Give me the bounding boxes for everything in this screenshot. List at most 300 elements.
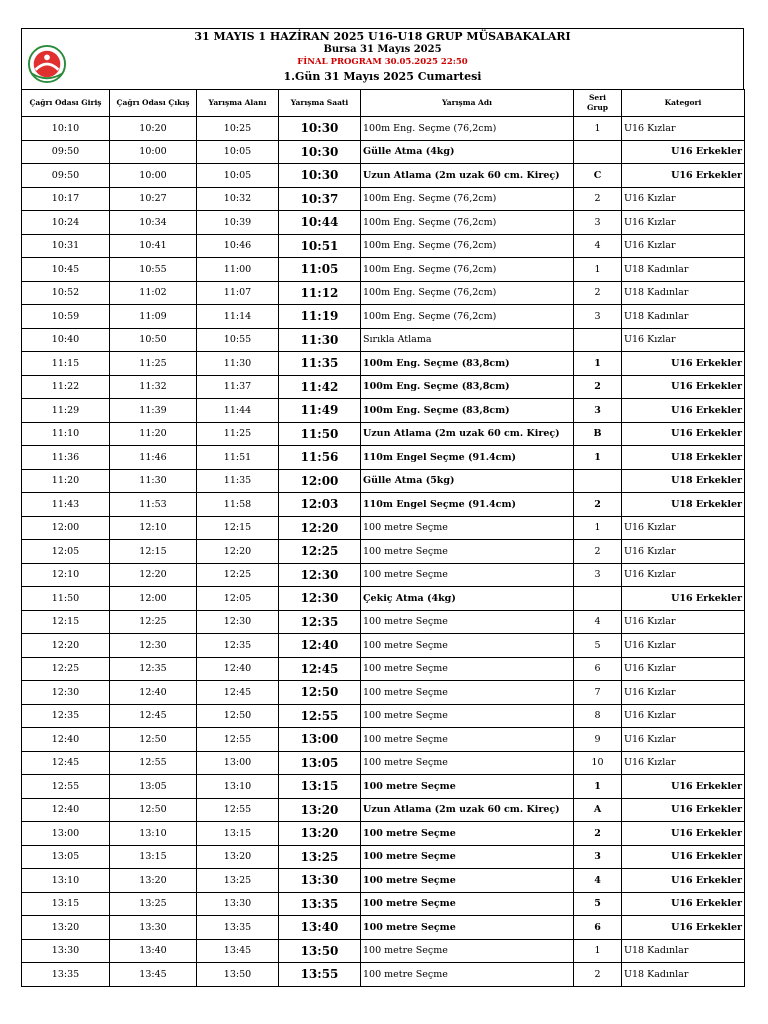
heat-cell: 2 <box>574 281 622 305</box>
call-in-cell: 11:22 <box>22 375 110 399</box>
competition-time-cell: 11:56 <box>279 446 361 470</box>
call-in-cell: 13:00 <box>22 822 110 846</box>
call-out-cell: 13:40 <box>110 939 197 963</box>
table-row <box>22 963 745 987</box>
schedule-table <box>21 89 745 987</box>
event-name-cell: 110m Engel Seçme (91.4cm) <box>361 493 574 517</box>
event-name-cell: 100 metre Seçme <box>361 916 574 940</box>
category-cell: U16 Erkekler <box>622 916 745 940</box>
table-row <box>22 892 745 916</box>
call-in-cell: 12:05 <box>22 540 110 564</box>
call-out-cell: 11:39 <box>110 399 197 423</box>
category-cell: U16 Kızlar <box>622 516 745 540</box>
table-row <box>22 869 745 893</box>
heat-cell: 3 <box>574 399 622 423</box>
table-row <box>22 187 745 211</box>
call-in-cell: 12:20 <box>22 634 110 658</box>
competition-time-cell: 11:05 <box>279 258 361 282</box>
category-cell: U18 Erkekler <box>622 446 745 470</box>
call-out-cell: 13:45 <box>110 963 197 987</box>
category-cell: U16 Kızlar <box>622 234 745 258</box>
call-out-cell: 12:50 <box>110 728 197 752</box>
category-cell: U16 Erkekler <box>622 422 745 446</box>
heat-cell: 2 <box>574 187 622 211</box>
competition-time-cell: 13:00 <box>279 728 361 752</box>
event-name-cell: Gülle Atma (5kg) <box>361 469 574 493</box>
area-time-cell: 11:44 <box>197 399 279 423</box>
competition-time-cell: 13:15 <box>279 775 361 799</box>
table-header-row <box>22 90 745 117</box>
table-row <box>22 728 745 752</box>
competition-time-cell: 12:35 <box>279 610 361 634</box>
category-cell: U18 Erkekler <box>622 469 745 493</box>
table-row <box>22 634 745 658</box>
area-time-cell: 11:30 <box>197 352 279 376</box>
competition-time-cell: 13:20 <box>279 798 361 822</box>
competition-time-cell: 11:30 <box>279 328 361 352</box>
event-name-cell: 100m Eng. Seçme (76,2cm) <box>361 258 574 282</box>
call-in-cell: 11:15 <box>22 352 110 376</box>
area-time-cell: 13:15 <box>197 822 279 846</box>
competition-time-cell: 11:50 <box>279 422 361 446</box>
table-row <box>22 375 745 399</box>
event-name-cell: 100 metre Seçme <box>361 634 574 658</box>
category-cell: U16 Kızlar <box>622 328 745 352</box>
day-title: 1.Gün 31 Mayıs 2025 Cumartesi <box>283 70 482 83</box>
area-time-cell: 11:58 <box>197 493 279 517</box>
table-row <box>22 657 745 681</box>
heat-cell <box>574 328 622 352</box>
area-time-cell: 13:45 <box>197 939 279 963</box>
call-in-cell: 12:30 <box>22 681 110 705</box>
table-row <box>22 775 745 799</box>
call-out-cell: 12:55 <box>110 751 197 775</box>
competition-time-cell: 11:12 <box>279 281 361 305</box>
competition-time-cell: 10:30 <box>279 117 361 141</box>
category-cell: U18 Erkekler <box>622 493 745 517</box>
event-name-cell: 100 metre Seçme <box>361 681 574 705</box>
call-out-cell: 10:20 <box>110 117 197 141</box>
heat-cell <box>574 469 622 493</box>
call-in-cell: 11:20 <box>22 469 110 493</box>
call-in-cell: 11:50 <box>22 587 110 611</box>
call-out-cell: 11:46 <box>110 446 197 470</box>
call-in-cell: 10:45 <box>22 258 110 282</box>
call-out-cell: 10:00 <box>110 140 197 164</box>
category-cell: U16 Erkekler <box>622 869 745 893</box>
heat-cell: 1 <box>574 352 622 376</box>
heat-cell: A <box>574 798 622 822</box>
call-out-cell: 10:50 <box>110 328 197 352</box>
table-row <box>22 822 745 846</box>
category-cell: U16 Kızlar <box>622 117 745 141</box>
table-row <box>22 281 745 305</box>
call-out-cell: 11:32 <box>110 375 197 399</box>
call-out-cell: 10:27 <box>110 187 197 211</box>
event-name-cell: 100m Eng. Seçme (76,2cm) <box>361 117 574 141</box>
event-name-cell: 100 metre Seçme <box>361 845 574 869</box>
category-cell: U16 Kızlar <box>622 610 745 634</box>
competition-time-cell: 10:37 <box>279 187 361 211</box>
area-time-cell: 13:30 <box>197 892 279 916</box>
table-row <box>22 446 745 470</box>
col-category: Kategori <box>622 90 745 117</box>
area-time-cell: 11:14 <box>197 305 279 329</box>
event-location-date: Bursa 31 Mayıs 2025 <box>323 44 442 55</box>
competition-time-cell: 10:30 <box>279 164 361 188</box>
table-row <box>22 916 745 940</box>
call-in-cell: 10:24 <box>22 211 110 235</box>
call-in-cell: 12:40 <box>22 728 110 752</box>
call-in-cell: 12:15 <box>22 610 110 634</box>
event-name-cell: 100 metre Seçme <box>361 657 574 681</box>
heat-cell: 2 <box>574 963 622 987</box>
call-in-cell: 13:20 <box>22 916 110 940</box>
table-row <box>22 493 745 517</box>
heat-cell: 1 <box>574 446 622 470</box>
competition-time-cell: 12:40 <box>279 634 361 658</box>
table-row <box>22 352 745 376</box>
call-in-cell: 12:45 <box>22 751 110 775</box>
area-time-cell: 10:55 <box>197 328 279 352</box>
heat-cell: 5 <box>574 634 622 658</box>
event-name-cell: 100 metre Seçme <box>361 728 574 752</box>
call-out-cell: 13:15 <box>110 845 197 869</box>
call-in-cell: 12:00 <box>22 516 110 540</box>
heat-cell: 3 <box>574 305 622 329</box>
call-in-cell: 13:05 <box>22 845 110 869</box>
call-out-cell: 11:02 <box>110 281 197 305</box>
call-out-cell: 13:10 <box>110 822 197 846</box>
category-cell: U16 Erkekler <box>622 845 745 869</box>
category-cell: U18 Kadınlar <box>622 939 745 963</box>
area-time-cell: 13:35 <box>197 916 279 940</box>
area-time-cell: 12:30 <box>197 610 279 634</box>
area-time-cell: 11:35 <box>197 469 279 493</box>
area-time-cell: 13:50 <box>197 963 279 987</box>
call-out-cell: 12:30 <box>110 634 197 658</box>
call-out-cell: 10:41 <box>110 234 197 258</box>
area-time-cell: 13:10 <box>197 775 279 799</box>
area-time-cell: 12:20 <box>197 540 279 564</box>
event-name-cell: Uzun Atlama (2m uzak 60 cm. Kireç) <box>361 798 574 822</box>
final-program-stamp: FİNAL PROGRAM 30.05.2025 22:50 <box>297 57 468 67</box>
call-in-cell: 11:43 <box>22 493 110 517</box>
category-cell: U16 Kızlar <box>622 634 745 658</box>
heat-cell: 5 <box>574 892 622 916</box>
call-in-cell: 10:17 <box>22 187 110 211</box>
event-name-cell: 100 metre Seçme <box>361 563 574 587</box>
category-cell: U16 Kızlar <box>622 751 745 775</box>
heat-cell: 6 <box>574 657 622 681</box>
program-sheet <box>21 28 744 987</box>
area-time-cell: 12:05 <box>197 587 279 611</box>
call-in-cell: 12:35 <box>22 704 110 728</box>
table-row <box>22 234 745 258</box>
area-time-cell: 10:39 <box>197 211 279 235</box>
table-row <box>22 164 745 188</box>
heat-cell: B <box>574 422 622 446</box>
table-row <box>22 610 745 634</box>
table-row <box>22 328 745 352</box>
heat-cell: 6 <box>574 916 622 940</box>
event-name-cell: 100 metre Seçme <box>361 892 574 916</box>
table-row <box>22 587 745 611</box>
category-cell: U16 Erkekler <box>622 352 745 376</box>
category-cell: U16 Erkekler <box>622 587 745 611</box>
competition-time-cell: 13:35 <box>279 892 361 916</box>
event-name-cell: Uzun Atlama (2m uzak 60 cm. Kireç) <box>361 422 574 446</box>
event-name-cell: Uzun Atlama (2m uzak 60 cm. Kireç) <box>361 164 574 188</box>
call-in-cell: 09:50 <box>22 164 110 188</box>
competition-time-cell: 12:45 <box>279 657 361 681</box>
event-name-cell: 100 metre Seçme <box>361 963 574 987</box>
heat-cell: 4 <box>574 869 622 893</box>
event-name-cell: 100m Eng. Seçme (83,8cm) <box>361 399 574 423</box>
event-name-cell: Sırıkla Atlama <box>361 328 574 352</box>
category-cell: U16 Kızlar <box>622 211 745 235</box>
heat-cell: 1 <box>574 516 622 540</box>
area-time-cell: 10:05 <box>197 140 279 164</box>
category-cell: U16 Erkekler <box>622 399 745 423</box>
call-out-cell: 13:25 <box>110 892 197 916</box>
area-time-cell: 11:51 <box>197 446 279 470</box>
call-in-cell: 13:15 <box>22 892 110 916</box>
heat-cell: 4 <box>574 234 622 258</box>
table-row <box>22 469 745 493</box>
call-out-cell: 10:55 <box>110 258 197 282</box>
area-time-cell: 10:46 <box>197 234 279 258</box>
table-row <box>22 305 745 329</box>
event-name-cell: 100m Eng. Seçme (83,8cm) <box>361 375 574 399</box>
table-row <box>22 399 745 423</box>
competition-time-cell: 10:51 <box>279 234 361 258</box>
event-name-cell: Çekiç Atma (4kg) <box>361 587 574 611</box>
call-in-cell: 11:36 <box>22 446 110 470</box>
competition-time-cell: 13:25 <box>279 845 361 869</box>
area-time-cell: 10:05 <box>197 164 279 188</box>
call-out-cell: 13:05 <box>110 775 197 799</box>
category-cell: U16 Kızlar <box>622 657 745 681</box>
area-time-cell: 12:55 <box>197 728 279 752</box>
table-row <box>22 751 745 775</box>
heat-cell: 9 <box>574 728 622 752</box>
category-cell: U18 Kadınlar <box>622 963 745 987</box>
area-time-cell: 12:15 <box>197 516 279 540</box>
heat-cell: 8 <box>574 704 622 728</box>
table-row <box>22 540 745 564</box>
heat-cell: C <box>574 164 622 188</box>
heat-cell <box>574 140 622 164</box>
call-out-cell: 12:35 <box>110 657 197 681</box>
call-out-cell: 10:00 <box>110 164 197 188</box>
event-name-cell: 100 metre Seçme <box>361 822 574 846</box>
category-cell: U16 Erkekler <box>622 822 745 846</box>
competition-time-cell: 10:30 <box>279 140 361 164</box>
event-name-cell: 100m Eng. Seçme (76,2cm) <box>361 305 574 329</box>
event-name-cell: 100 metre Seçme <box>361 540 574 564</box>
col-competition-area: Yarışma Alanı <box>197 90 279 117</box>
area-time-cell: 12:25 <box>197 563 279 587</box>
competition-time-cell: 11:49 <box>279 399 361 423</box>
event-name-cell: 100 metre Seçme <box>361 704 574 728</box>
heat-cell: 3 <box>574 845 622 869</box>
event-name-cell: 110m Engel Seçme (91.4cm) <box>361 446 574 470</box>
table-row <box>22 845 745 869</box>
heat-cell <box>574 587 622 611</box>
col-call-room-in: Çağrı Odası Giriş <box>22 90 110 117</box>
area-time-cell: 12:55 <box>197 798 279 822</box>
call-out-cell: 11:30 <box>110 469 197 493</box>
table-row <box>22 516 745 540</box>
call-out-cell: 11:53 <box>110 493 197 517</box>
event-name-cell: 100 metre Seçme <box>361 610 574 634</box>
category-cell: U18 Kadınlar <box>622 281 745 305</box>
competition-time-cell: 12:20 <box>279 516 361 540</box>
heat-cell: 3 <box>574 211 622 235</box>
table-row <box>22 117 745 141</box>
call-out-cell: 12:00 <box>110 587 197 611</box>
call-in-cell: 10:10 <box>22 117 110 141</box>
competition-time-cell: 11:42 <box>279 375 361 399</box>
call-out-cell: 11:09 <box>110 305 197 329</box>
col-heat-group: Seri Grup <box>574 90 622 117</box>
call-in-cell: 09:50 <box>22 140 110 164</box>
area-time-cell: 12:45 <box>197 681 279 705</box>
heat-cell: 2 <box>574 493 622 517</box>
call-out-cell: 12:20 <box>110 563 197 587</box>
call-in-cell: 10:31 <box>22 234 110 258</box>
competition-time-cell: 12:55 <box>279 704 361 728</box>
competition-time-cell: 12:30 <box>279 563 361 587</box>
category-cell: U16 Erkekler <box>622 140 745 164</box>
heat-cell: 1 <box>574 775 622 799</box>
col-event-name: Yarışma Adı <box>361 90 574 117</box>
event-name-cell: 100m Eng. Seçme (76,2cm) <box>361 187 574 211</box>
event-title: 31 MAYIS 1 HAZİRAN 2025 U16-U18 GRUP MÜSABAKALARI <box>194 30 571 43</box>
competition-time-cell: 11:35 <box>279 352 361 376</box>
area-time-cell: 11:37 <box>197 375 279 399</box>
category-cell: U16 Kızlar <box>622 704 745 728</box>
category-cell: U16 Kızlar <box>622 540 745 564</box>
call-out-cell: 12:50 <box>110 798 197 822</box>
competition-time-cell: 12:50 <box>279 681 361 705</box>
col-call-room-out: Çağrı Odası Çıkış <box>110 90 197 117</box>
call-out-cell: 12:10 <box>110 516 197 540</box>
heat-cell: 1 <box>574 939 622 963</box>
document-header <box>21 28 744 89</box>
area-time-cell: 10:32 <box>197 187 279 211</box>
competition-time-cell: 13:55 <box>279 963 361 987</box>
call-out-cell: 11:25 <box>110 352 197 376</box>
call-out-cell: 12:45 <box>110 704 197 728</box>
call-out-cell: 11:20 <box>110 422 197 446</box>
event-name-cell: 100m Eng. Seçme (76,2cm) <box>361 211 574 235</box>
call-out-cell: 12:15 <box>110 540 197 564</box>
heat-cell: 3 <box>574 563 622 587</box>
event-name-cell: 100m Eng. Seçme (83,8cm) <box>361 352 574 376</box>
area-time-cell: 12:50 <box>197 704 279 728</box>
table-row <box>22 798 745 822</box>
competition-time-cell: 11:19 <box>279 305 361 329</box>
category-cell: U16 Kızlar <box>622 187 745 211</box>
area-time-cell: 11:25 <box>197 422 279 446</box>
competition-time-cell: 13:20 <box>279 822 361 846</box>
heat-cell: 4 <box>574 610 622 634</box>
heat-cell: 1 <box>574 258 622 282</box>
competition-time-cell: 13:30 <box>279 869 361 893</box>
call-out-cell: 10:34 <box>110 211 197 235</box>
call-in-cell: 10:59 <box>22 305 110 329</box>
event-name-cell: 100 metre Seçme <box>361 939 574 963</box>
table-row <box>22 211 745 235</box>
competition-time-cell: 12:03 <box>279 493 361 517</box>
heat-cell: 7 <box>574 681 622 705</box>
category-cell: U18 Kadınlar <box>622 258 745 282</box>
event-name-cell: 100 metre Seçme <box>361 775 574 799</box>
heat-cell: 2 <box>574 822 622 846</box>
competition-time-cell: 12:30 <box>279 587 361 611</box>
heat-cell: 10 <box>574 751 622 775</box>
call-in-cell: 12:25 <box>22 657 110 681</box>
heat-cell: 1 <box>574 117 622 141</box>
heat-cell: 2 <box>574 540 622 564</box>
category-cell: U16 Kızlar <box>622 563 745 587</box>
event-name-cell: 100 metre Seçme <box>361 869 574 893</box>
area-time-cell: 13:00 <box>197 751 279 775</box>
area-time-cell: 13:20 <box>197 845 279 869</box>
competition-time-cell: 13:05 <box>279 751 361 775</box>
call-in-cell: 11:10 <box>22 422 110 446</box>
category-cell: U16 Erkekler <box>622 375 745 399</box>
call-in-cell: 12:10 <box>22 563 110 587</box>
event-name-cell: 100m Eng. Seçme (76,2cm) <box>361 281 574 305</box>
call-in-cell: 12:40 <box>22 798 110 822</box>
category-cell: U16 Erkekler <box>622 164 745 188</box>
competition-time-cell: 13:50 <box>279 939 361 963</box>
category-cell: U16 Kızlar <box>622 728 745 752</box>
category-cell: U16 Erkekler <box>622 892 745 916</box>
call-out-cell: 13:30 <box>110 916 197 940</box>
call-in-cell: 10:52 <box>22 281 110 305</box>
category-cell: U16 Kızlar <box>622 681 745 705</box>
competition-time-cell: 10:44 <box>279 211 361 235</box>
call-in-cell: 12:55 <box>22 775 110 799</box>
call-in-cell: 11:29 <box>22 399 110 423</box>
area-time-cell: 11:07 <box>197 281 279 305</box>
area-time-cell: 12:40 <box>197 657 279 681</box>
category-cell: U18 Kadınlar <box>622 305 745 329</box>
category-cell: U16 Erkekler <box>622 775 745 799</box>
heat-cell: 2 <box>574 375 622 399</box>
area-time-cell: 13:25 <box>197 869 279 893</box>
event-name-cell: 100 metre Seçme <box>361 516 574 540</box>
area-time-cell: 10:25 <box>197 117 279 141</box>
call-out-cell: 12:25 <box>110 610 197 634</box>
table-row <box>22 422 745 446</box>
category-cell: U16 Erkekler <box>622 798 745 822</box>
col-competition-time: Yarışma Saati <box>279 90 361 117</box>
event-name-cell: 100 metre Seçme <box>361 751 574 775</box>
area-time-cell: 12:35 <box>197 634 279 658</box>
event-name-cell: Gülle Atma (4kg) <box>361 140 574 164</box>
area-time-cell: 11:00 <box>197 258 279 282</box>
competition-time-cell: 13:40 <box>279 916 361 940</box>
competition-time-cell: 12:25 <box>279 540 361 564</box>
call-in-cell: 10:40 <box>22 328 110 352</box>
call-out-cell: 13:20 <box>110 869 197 893</box>
call-in-cell: 13:35 <box>22 963 110 987</box>
